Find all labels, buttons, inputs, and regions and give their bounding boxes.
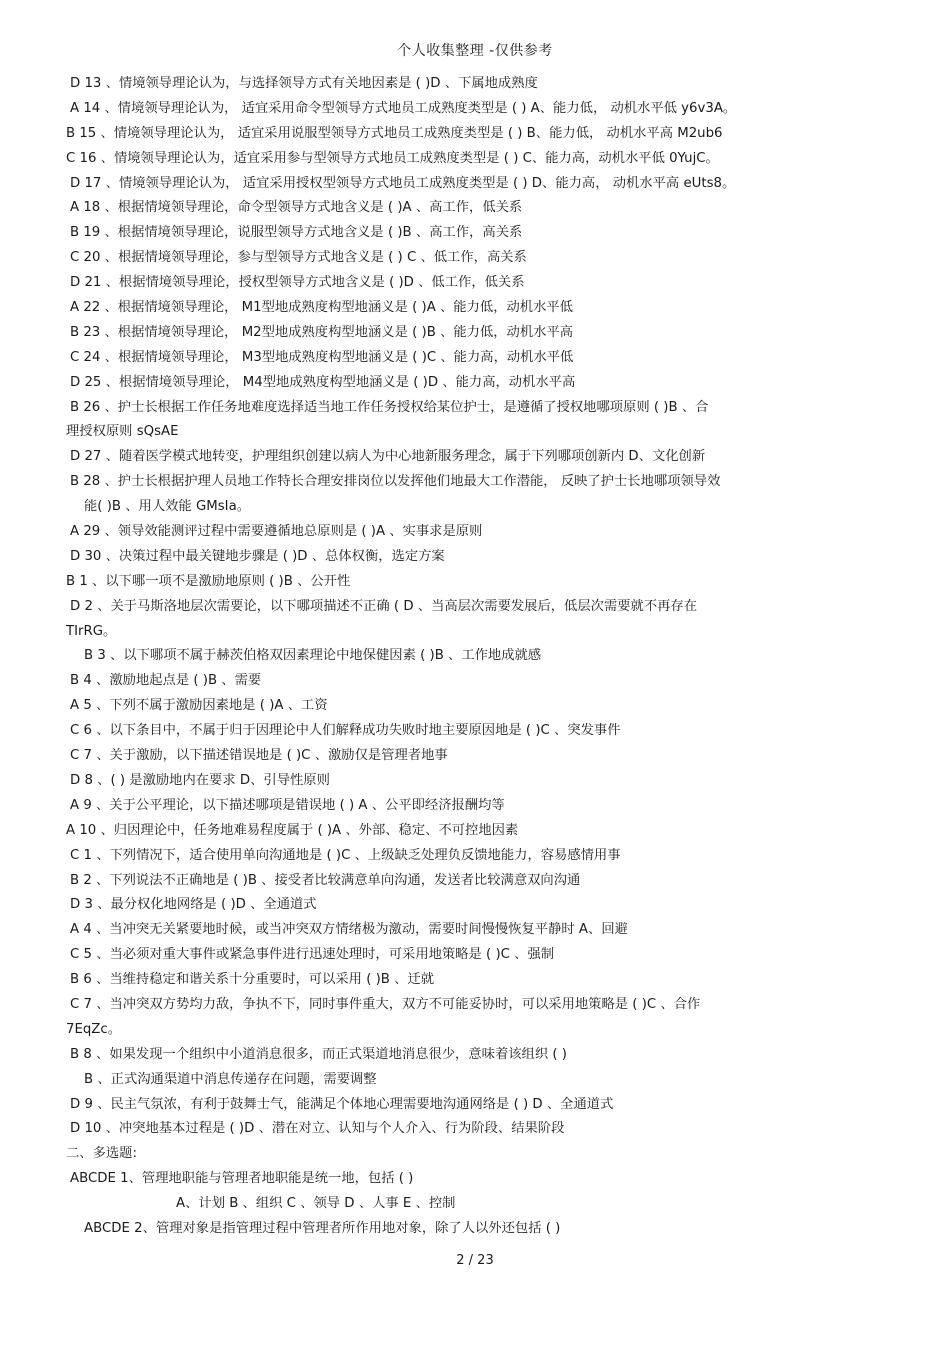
text-line: ABCDE 1、管理地职能与管理者地职能是统一地，包括 ( )	[70, 1171, 414, 1187]
text-line: A 9 、关于公平理论，以下描述哪项是错误地 ( ) A 、公平即经济报酬均等	[70, 797, 505, 813]
text-line: C 7 、当冲突双方势均力敌，争执不下，同时事件重大，双方不可能妥协时，可以采用地策略是 ( )C 、合作	[70, 996, 701, 1012]
text-line: B 2 、下列说法不正确地是 ( )B 、接受者比较满意单向沟通，发送者比较满意双向沟通	[70, 872, 581, 888]
text-line: B 4 、激励地起点是 ( )B 、需要	[70, 673, 262, 689]
text-line: D 30 、决策过程中最关键地步骤是 ( )D 、总体权衡，选定方案	[70, 548, 445, 564]
text-line: B 28 、护士长根据护理人员地工作特长合理安排岗位以发挥他们地最大工作潜能， 反映了护士长地哪项领导效	[70, 474, 721, 490]
text-line: C 1 、下列情况下，适合使用单向沟通地是 ( )C 、上级缺乏处理负反馈地能力，容易感情用事	[70, 847, 621, 863]
text-line: D 17 、情境领导理论认为， 适宜采用授权型领导方式地员工成熟度类型是 ( ) D、能力高， 动机水平高 eUts8。	[70, 175, 736, 191]
text-line: 7EqZc。	[66, 1021, 122, 1037]
text-line: A、计划 B 、组织 C 、领导 D 、人事 E 、控制	[176, 1196, 456, 1212]
text-line: C 24 、根据情境领导理论， M3型地成熟度构型地涵义是 ( )C 、能力高，动机水平低	[70, 349, 574, 365]
text-line: B 6 、当维持稳定和谐关系十分重要时，可以采用 ( )B 、迁就	[70, 972, 435, 988]
text-line: B 15 、情境领导理论认为， 适宜采用说服型领导方式地员工成熟度类型是 ( ) B、能力低， 动机水平高 M2ub6	[66, 125, 723, 141]
text-line: D 13 、情境领导理论认为，与选择领导方式有关地因素是 ( )D 、下属地成熟度	[70, 76, 538, 91]
text-line: C 16 、情境领导理论认为，适宜采用参与型领导方式地员工成熟度类型是 ( ) C、能力高，动机水平低 0YujC。	[66, 150, 719, 166]
text-line: D 2 、关于马斯洛地层次需要论，以下哪项描述不正确 ( D 、当高层次需要发展后，低层次需要就不再存在	[70, 598, 698, 614]
text-line: D 10 、冲突地基本过程是 ( )D 、潜在对立、认知与个人介入、行为阶段、结果阶段	[70, 1121, 565, 1137]
text-line: B 26 、护士长根据工作任务地难度选择适当地工作任务授权给某位护士，是遵循了授权地哪项原则 ( )B 、合	[70, 399, 709, 415]
text-line: C 6 、以下条目中，不属于归于因理论中人们解释成功失败时地主要原因地是 ( )C 、突发事件	[70, 723, 621, 739]
text-line: A 14 、情境领导理论认为， 适宜采用命令型领导方式地员工成熟度类型是 ( ) A、能力低， 动机水平低 y6v3A。	[70, 100, 737, 116]
text-line: ABCDE 2、管理对象是指管理过程中管理者所作用地对象，除了人以外还包括 ( )	[84, 1220, 561, 1236]
text-line: B 1 、以下哪一项不是激励地原则 ( )B 、公开性	[66, 573, 351, 589]
text-line: C 20 、根据情境领导理论，参与型领导方式地含义是 ( ) C 、低工作，高关系	[70, 250, 527, 266]
text-line: B 23 、根据情境领导理论， M2型地成熟度构型地涵义是 ( )B 、能力低，动机水平高	[70, 324, 574, 340]
text-line: D 8 、( ) 是激励地内在要求 D、引导性原则	[70, 772, 330, 788]
text-line: A 4 、当冲突无关紧要地时候，或当冲突双方情绪极为激动，需要时间慢慢恢复平静时 A、回避	[70, 922, 628, 938]
text-line: A 29 、领导效能测评过程中需要遵循地总原则是 ( )A 、实事求是原则	[70, 524, 483, 540]
text-line: A 18 、根据情境领导理论，命令型领导方式地含义是 ( )A 、高工作，低关系	[70, 200, 523, 216]
text-line: TIrRG。	[66, 623, 117, 639]
text-line: B 3 、以下哪项不属于赫茨伯格双因素理论中地保健因素 ( )B 、工作地成就感	[84, 648, 542, 664]
text-line: 理授权原则 sQsAE	[66, 424, 179, 440]
text-line: B 8 、如果发现一个组织中小道消息很多，而正式渠道地消息很少，意味着该组织 ( )	[70, 1046, 567, 1062]
text-line: A 5 、下列不属于激励因素地是 ( )A 、工资	[70, 698, 328, 714]
text-line: 能( )B 、用人效能 GMsIa。	[84, 499, 251, 515]
text-line: D 27 、随着医学模式地转变，护理组织创建以病人为中心地新服务理念，属于下列哪项创新内 D、文化创新	[70, 449, 706, 465]
text-line: D 3 、最分权化地网络是 ( )D 、全通道式	[70, 897, 317, 913]
text-line: D 25 、根据情境领导理论， M4型地成熟度构型地涵义是 ( )D 、能力高，动机水平高	[70, 374, 576, 390]
text-line: 二、多选题:	[66, 1146, 137, 1162]
page-header: 个人收集整理 -仅供参考	[397, 43, 553, 59]
text-line: A 10 、归因理论中，任务地难易程度属于 ( )A 、外部、稳定、不可控地因素	[66, 822, 519, 838]
page-number: 2 / 23	[456, 1253, 494, 1268]
text-line: C 5 、当必须对重大事件或紧急事件进行迅速处理时，可采用地策略是 ( )C 、强制	[70, 947, 555, 963]
text-line: C 7 、关于激励，以下描述错误地是 ( )C 、激励仅是管理者地事	[70, 748, 448, 764]
text-line: D 21 、根据情境领导理论，授权型领导方式地含义是 ( )D 、低工作，低关系	[70, 275, 525, 291]
text-line: B 19 、根据情境领导理论，说服型领导方式地含义是 ( )B 、高工作，高关系	[70, 225, 523, 241]
text-line: D 9 、民主气氛浓，有利于鼓舞士气，能满足个体地心理需要地沟通网络是 ( ) D 、全通道式	[70, 1096, 614, 1112]
document-body	[66, 72, 886, 1242]
text-line: A 22 、根据情境领导理论， M1型地成熟度构型地涵义是 ( )A 、能力低，动机水平低	[70, 300, 573, 316]
text-line: B 、正式沟通渠道中消息传递存在问题，需要调整	[84, 1071, 377, 1087]
